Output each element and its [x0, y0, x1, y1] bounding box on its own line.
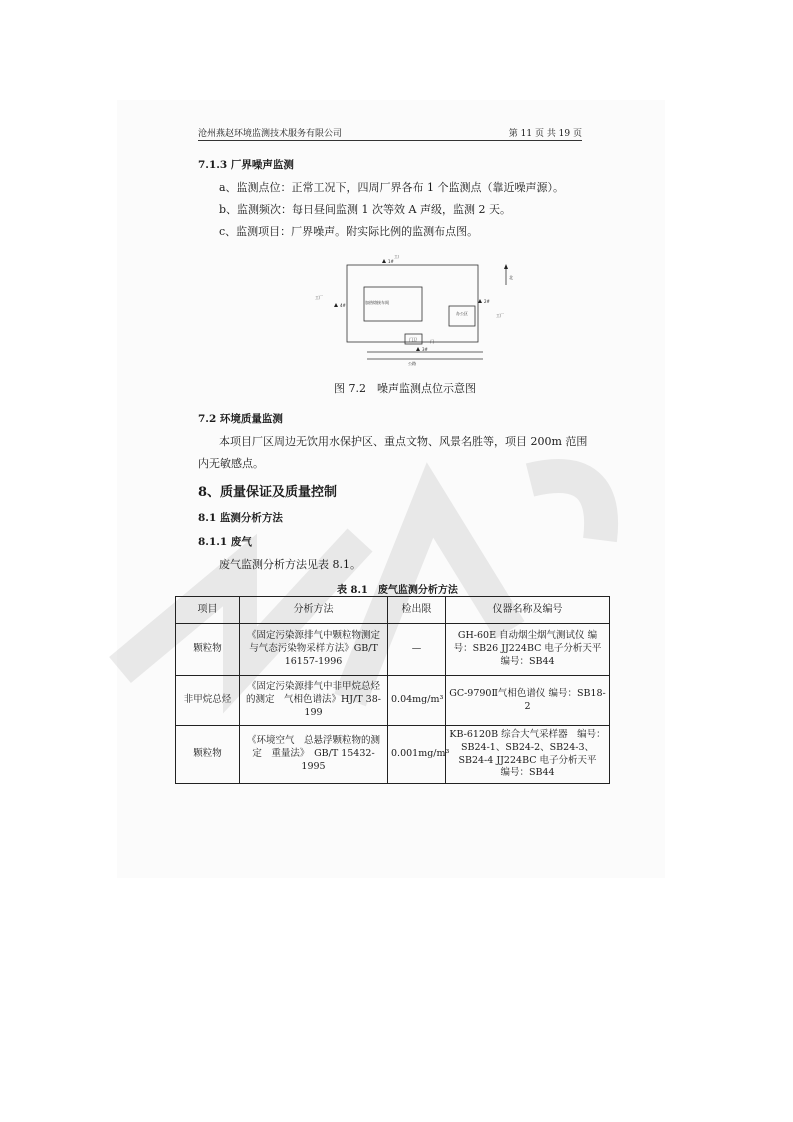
label-office: 办公区 [456, 311, 468, 316]
label-left-factory: 工厂 [315, 295, 323, 300]
label-right-factory: 工厂 [496, 313, 504, 318]
cell-item: 非甲烷总烃 [176, 676, 240, 726]
section-8-1-1-title: 8.1.1 废气 [198, 536, 252, 548]
section-7-2-line2: 内无敏感点。 [198, 457, 264, 470]
cell-instrument: GC-9790Ⅱ气相色谱仪 编号：SB18-2 [446, 676, 610, 726]
item-c: c、监测项目：厂界噪声。附实际比例的监测布点图。 [219, 225, 479, 238]
cell-item: 颗粒物 [176, 624, 240, 676]
section-7-2-title: 7.2 环境质量监测 [198, 413, 283, 425]
point-1: 1# [388, 259, 394, 264]
page-number: 第 11 页 共 19 页 [508, 129, 582, 139]
cell-limit: — [388, 624, 446, 676]
item-b: b、监测频次：每日昼间监测 1 次等效 A 声级，监测 2 天。 [219, 203, 511, 216]
cell-instrument: GH-60E 自动烟尘烟气测试仪 编号：SB26 JJ224BC 电子分析天平 编号：SB44 [446, 624, 610, 676]
label-north: 北 [509, 275, 513, 280]
cell-method: 《固定污染源排气中非甲烷总烃的测定 气相色谱法》HJ/T 38-199 [240, 676, 388, 726]
header-instrument: 仪器名称及编号 [446, 597, 610, 624]
point-3: 3# [422, 347, 428, 352]
label-top-factory: 工厂 [394, 255, 402, 259]
table-row [176, 676, 610, 726]
table-header-row [176, 597, 610, 624]
section-7-1-3-title: 7.1.3 厂界噪声监测 [198, 159, 294, 171]
cell-item: 颗粒物 [176, 726, 240, 784]
table-row [176, 624, 610, 676]
header-item: 项目 [176, 597, 240, 624]
page-header [198, 124, 582, 141]
label-guard: 门卫 [409, 337, 417, 342]
cell-limit: 0.04mg/m³ [388, 676, 446, 726]
cell-limit: 0.001mg/m³ [388, 726, 446, 784]
label-road: 公路 [408, 361, 416, 366]
point-4: 4# [340, 303, 346, 308]
table-row [176, 726, 610, 784]
item-a: a、监测点位：正常工况下，四周厂界各布 1 个监测点（靠近噪声源）。 [219, 181, 565, 194]
cell-method: 《环境空气 总悬浮颗粒物的测定 重量法》 GB/T 15432-1995 [240, 726, 388, 784]
section-8-1-1-para: 废气监测分析方法见表 8.1。 [219, 558, 361, 571]
section-8-1-title: 8.1 监测分析方法 [198, 512, 283, 524]
company-name: 沧州燕赵环境监测技术服务有限公司 [198, 129, 343, 139]
section-8-title: 8、质量保证及质量控制 [198, 485, 338, 500]
cell-instrument: KB-6120B 综合大气采样器 编号：SB24-1、SB24-2、SB24-3、SB24-4 JJ224BC 电子分析天平 编号：SB44 [446, 726, 610, 784]
waste-gas-methods-table [175, 596, 610, 784]
point-2: 2# [484, 299, 490, 304]
label-workshop: 加热熔接车间 [365, 300, 389, 305]
label-gate: 门 [430, 339, 434, 344]
header-method: 分析方法 [240, 597, 388, 624]
cell-method: 《固定污染源排气中颗粒物测定与气态污染物采样方法》GB/T 16157-1996 [240, 624, 388, 676]
section-7-2-line1: 本项目厂区周边无饮用水保护区、重点文物、风景名胜等，项目 200m 范围 [219, 435, 588, 448]
header-limit: 检出限 [388, 597, 446, 624]
figure-caption: 图 7.2 噪声监测点位示意图 [334, 382, 476, 395]
table-caption: 表 8.1 废气监测分析方法 [337, 585, 458, 596]
noise-monitoring-diagram [312, 255, 517, 370]
